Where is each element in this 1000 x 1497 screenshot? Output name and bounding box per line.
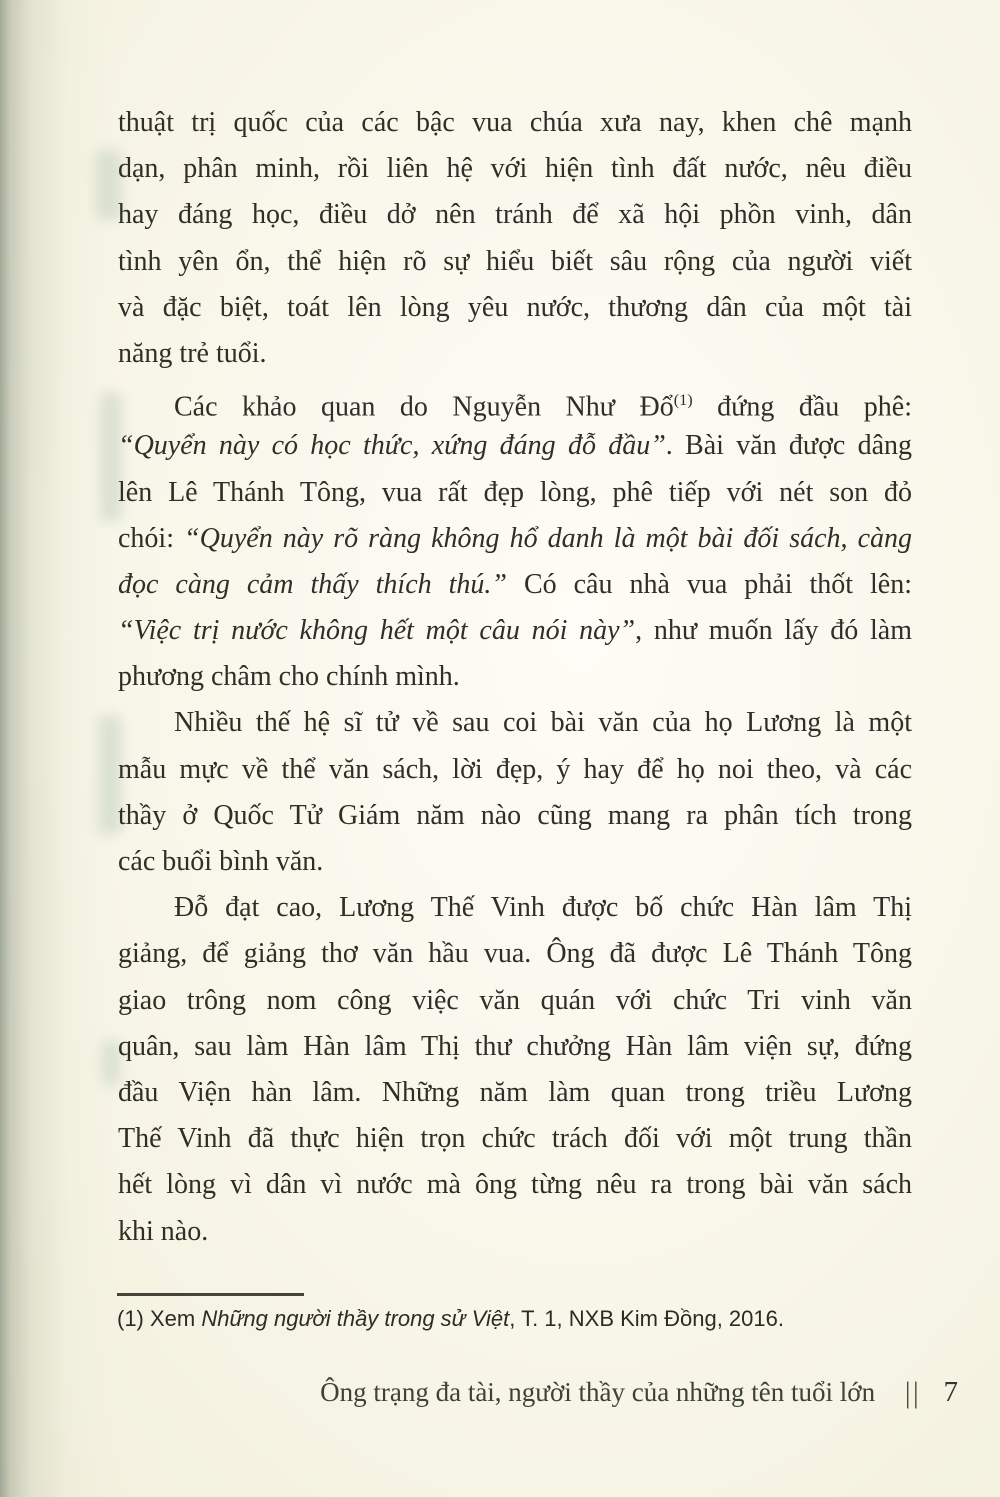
text-segment: lên Lê Thánh Tông, vua rất đẹp lòng, phê tiếp với nét son đỏ bbox=[118, 476, 912, 508]
text-line bbox=[118, 839, 912, 885]
text-line bbox=[118, 1162, 912, 1208]
text-line bbox=[118, 1116, 912, 1162]
text-line bbox=[118, 1070, 912, 1116]
text-segment: hay đáng học, điều dở nên tránh để xã hội phồn vinh, dân bbox=[118, 199, 912, 231]
text-line bbox=[118, 978, 912, 1024]
text-segment: đứng đầu phê: bbox=[692, 391, 912, 423]
page-number: 7 bbox=[943, 1376, 958, 1408]
text-segment: (1) Xem bbox=[117, 1306, 202, 1331]
paragraph bbox=[118, 700, 912, 885]
text-segment: dạn, phân minh, rồi liên hệ với hiện tình đất nước, nêu điều bbox=[118, 153, 912, 185]
text-segment: , như muốn lấy đó làm bbox=[635, 615, 912, 647]
text-line bbox=[118, 1024, 912, 1070]
text-line bbox=[118, 100, 912, 146]
text-segment: “Quyển này có học thức, xứng đáng đỗ đầu” bbox=[118, 430, 666, 462]
text-line bbox=[118, 516, 912, 562]
text-segment: quân, sau làm Hàn lâm Thị thư chưởng Hàn lâm viện sự, đứng bbox=[118, 1030, 912, 1062]
text-segment: tình yên ổn, thể hiện rõ sự hiểu biết sâu rộng của người viết bbox=[118, 245, 912, 277]
text-line bbox=[118, 700, 912, 746]
text-segment: đầu Viện hàn lâm. Những năm làm quan trong triều Lương bbox=[118, 1076, 912, 1108]
text-line bbox=[118, 562, 912, 608]
text-segment: giao trông nom công việc văn quán với chức Tri vinh văn bbox=[118, 984, 912, 1016]
text-segment: và đặc biệt, toát lên lòng yêu nước, thương dân của một tài bbox=[118, 291, 912, 323]
text-line bbox=[118, 793, 912, 839]
text-line bbox=[118, 931, 912, 977]
text-segment: thầy ở Quốc Tử Giám năm nào cũng mang ra phân tích trong bbox=[118, 799, 912, 831]
text-segment: Nhiều thế hệ sĩ tử về sau coi bài văn của họ Lương là một bbox=[174, 707, 912, 739]
text-line bbox=[118, 608, 912, 654]
footnote-ref: (1) bbox=[673, 391, 693, 410]
text-segment: chói: bbox=[118, 522, 185, 554]
page-left-edge-shadow bbox=[0, 0, 115, 1497]
text-line bbox=[118, 654, 912, 700]
text-line bbox=[118, 146, 912, 192]
text-segment: Đỗ đạt cao, Lương Thế Vinh được bố chức Hàn lâm Thị bbox=[174, 892, 912, 924]
text-segment: “Việc trị nước không hết một câu nói này” bbox=[118, 615, 636, 647]
text-segment: các buổi bình văn. bbox=[118, 846, 324, 877]
text-segment: năng trẻ tuổi. bbox=[118, 337, 267, 369]
text-segment: Các khảo quan do Nguyễn Như Đổ bbox=[174, 391, 674, 423]
paragraph bbox=[118, 885, 912, 1255]
text-segment: Có câu nhà vua phải thốt lên: bbox=[506, 568, 912, 600]
paragraph bbox=[118, 100, 912, 377]
text-line bbox=[118, 331, 912, 377]
text-segment: đọc càng cảm thấy thích thú.” bbox=[118, 568, 507, 600]
text-line bbox=[118, 285, 912, 331]
text-segment: , T. 1, NXB Kim Đồng, 2016. bbox=[509, 1306, 784, 1331]
text-line bbox=[118, 470, 912, 516]
text-segment: . Bài văn được dâng bbox=[665, 430, 912, 462]
text-line bbox=[118, 747, 912, 793]
text-segment: hết lòng vì dân vì nước mà ông từng nêu ra trong bài văn sách bbox=[118, 1169, 912, 1201]
text-segment: Những người thầy trong sử Việt bbox=[201, 1306, 510, 1331]
footnote-divider bbox=[117, 1293, 304, 1296]
text-segment: mẫu mực về thể văn sách, lời đẹp, ý hay để họ noi theo, và các bbox=[118, 753, 912, 785]
text-line bbox=[118, 239, 912, 285]
double-bar-separator: || bbox=[905, 1375, 922, 1410]
body-text bbox=[118, 100, 912, 1255]
running-title: Ông trạng đa tài, người thầy của những tên tuổi lớn bbox=[320, 1377, 876, 1407]
footnote-text bbox=[117, 1306, 877, 1332]
paragraph bbox=[118, 377, 912, 700]
text-segment: Thế Vinh đã thực hiện trọn chức trách đối với một trung thần bbox=[118, 1123, 912, 1155]
text-line bbox=[118, 1209, 912, 1255]
text-line bbox=[118, 192, 912, 238]
text-segment: “Quyển này rõ ràng không hổ danh là một bài đối sách, càng bbox=[184, 522, 912, 554]
text-segment: giảng, để giảng thơ văn hầu vua. Ông đã được Lê Thánh Tông bbox=[118, 938, 912, 970]
text-line bbox=[118, 423, 912, 469]
text-segment: phương châm cho chính mình. bbox=[118, 661, 460, 693]
page-footer bbox=[320, 1376, 958, 1409]
text-line bbox=[118, 885, 912, 931]
text-line bbox=[118, 377, 912, 423]
text-segment: thuật trị quốc của các bậc vua chúa xưa nay, khen chê mạnh bbox=[118, 107, 912, 138]
text-segment: khi nào. bbox=[118, 1215, 209, 1247]
